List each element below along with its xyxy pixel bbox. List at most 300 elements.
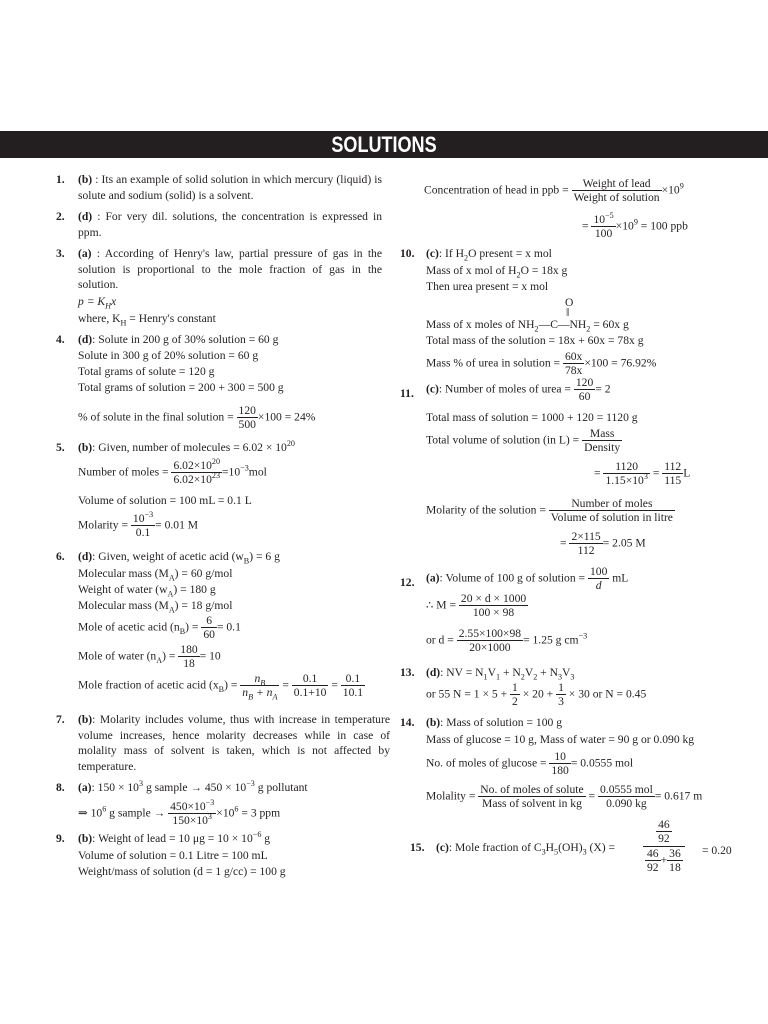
sub: B [179,626,186,636]
line-end: O present = x mol [468,247,552,260]
numerator: 10 [549,750,570,764]
line-text: V [562,666,571,679]
denominator [603,474,649,487]
ppb-line-1 [424,177,684,205]
line-text: Mole of acetic acid (n [78,620,180,634]
fraction [603,460,649,488]
numerator: 1 [512,681,518,694]
numerator [643,818,685,847]
answer-5-molarity [78,512,198,540]
line-text: Weight of water (w [78,583,168,596]
answer-13-line-1 [426,665,574,681]
line-text: ∴ M = [426,598,459,612]
question-number: 4. [56,333,65,346]
eq-end: x [111,295,117,308]
result: ×100 = 24% [257,410,316,424]
line-text: : Mass of solution = 100 g [440,716,563,729]
answer-text: : According of Henry's law, partial pressure of gas in the solution is proportional to the mole fraction of gas in the solution. [78,247,383,292]
line-text: Mass of x mol of H [426,264,517,277]
denominator: 3 [558,695,564,709]
answer-option: (d) [78,550,93,563]
result: =10 [222,465,241,479]
denominator: 18 [183,657,195,671]
answer-6-line-3 [78,582,216,598]
answer-7 [78,712,390,775]
question-number: 12. [400,576,415,589]
denominator: Density [584,441,621,455]
answer-1 [78,172,382,203]
fraction [572,177,662,205]
line-text: : NV = N [440,666,484,679]
fraction [178,643,199,671]
sub: 2 [534,324,539,334]
carbonyl-o: O [565,296,574,309]
fraction [237,404,258,432]
fraction [556,681,566,709]
where-end: = Henry's constant [126,312,216,325]
fraction [569,530,602,558]
answer-9-line-2: Volume of solution = 0.1 Litre = 100 mL [78,849,268,862]
denominator [168,814,216,827]
answer-9-line-1 [78,831,270,847]
result-end: = 3 ppm [238,806,281,820]
answer-5-volume: Volume of solution = 100 mL = 0.1 L [78,494,252,507]
answer-6-line-7: Mole fraction of acetic acid $(x_B)$ = $\frac{n_B}{n_B + n_A}$ = $\frac{0.1}{0.1+10}$ = $\frac{0.1}{10.1}$ [78,672,364,702]
numerator: 36 [669,846,681,860]
result: = 0.0555 mol [570,756,634,770]
line-end: ) = 6 g [249,550,280,563]
fraction [478,783,585,811]
denominator: 0.1+10 [293,686,327,700]
answer-10-line-1 [426,246,552,262]
line-end: ) = [185,620,202,634]
line-text: (X) = [586,841,616,854]
denominator: Weight of solution [573,191,660,205]
answer-10-line-6 [426,350,656,378]
question-number: 15. [410,841,425,854]
question-number: 7. [56,713,65,726]
den-text: 150×10 [172,814,208,828]
answer-12-line-3 [426,627,587,655]
denominator: 18 [669,860,681,874]
numerator: 2×115 [571,530,601,543]
numerator: 1120 [603,460,649,474]
denominator: 0.090 kg [606,797,647,811]
line-text: = [585,789,598,803]
line-text: H [545,841,555,854]
numerator: 120 [238,404,256,417]
question-number: 6. [56,550,65,563]
numerator: 46 [647,846,659,860]
line-text: : If H [438,247,464,260]
line-end: = 60x g [590,318,629,331]
fraction [171,459,222,487]
line-end: g pollutant [254,781,308,794]
fraction [131,512,155,540]
fraction [643,818,685,874]
sub: B [218,684,225,694]
line-text: Molarity = [78,518,131,532]
numerator: 20 × d × 1000 [460,592,527,605]
sub: 3 [570,672,575,682]
complex-fraction [643,818,685,874]
eq-sub: H [105,301,112,311]
result: = 0.617 m [654,789,703,803]
answer-11-line-2: Total mass of solution = 1000 + 120 = 1120 g [426,411,638,424]
result: = 2 [595,382,611,396]
line-text: + N [537,666,558,679]
answer-option: (b) [78,441,93,454]
question-number: 2. [56,210,65,223]
sub: 3 [557,672,563,682]
result: = 0.01 M [155,518,199,532]
sup: 23 [211,471,221,481]
sub: B [260,678,266,688]
answer-9-line-3: Weight/mass of solution (d = 1 g/cc) = 100 g [78,865,286,878]
result: ×10 [216,806,235,820]
line-text: : Number of moles of urea = [438,382,574,396]
sup: 3 [207,812,212,822]
result: = 10 [199,649,221,663]
denominator: 2 [512,695,518,709]
answer-6-line-6 [78,643,221,671]
unit: mol [248,465,267,479]
numerator: 100 [590,565,608,578]
line-text: or 55 N = 1 × 5 + [426,687,511,701]
denominator: 92 [647,860,659,874]
denominator: 60 [203,628,215,642]
answer-5-moles [78,459,267,487]
line-text: : Solute in 200 g of 30% solution = 60 g [92,333,279,346]
line-text: ⇒ 10 [78,806,103,820]
answer-10-line-2 [426,263,567,279]
question-number: 8. [56,781,65,794]
denominator: 115 [664,474,682,488]
sup: −6 [252,830,262,840]
fraction [588,565,609,593]
fraction [341,672,365,700]
line-end: ) = [224,678,241,692]
result: ×100 = 76.92% [584,356,657,370]
line-end: × 30 or N = 0.45 [565,687,647,701]
denominator [643,847,685,875]
question-number: 14. [400,716,415,729]
unit: L [683,466,691,480]
answer-4-line-2: Solute in 300 g of 20% solution = 60 g [78,349,259,362]
result: ×10 [615,219,634,233]
result: = 2.05 M [602,536,646,550]
num-text: 6.02×10 [173,459,212,472]
numerator: 120 [575,376,594,389]
carbonyl-bond: ‖ [566,306,570,319]
den-text: 1.15×10 [605,474,644,488]
sup: 6 [102,804,107,814]
answer-15-result: = 0.20 [702,844,732,857]
num-text: 10 [593,213,606,226]
answer-4-line-5 [78,404,315,432]
den-text: 6.02×10 [173,473,212,487]
denominator: 180 [551,764,569,778]
numerator [591,213,615,227]
answer-11-line-5 [426,497,675,525]
numerator: Weight of lead [572,177,662,191]
line-text: V [524,666,534,679]
fraction [591,213,615,241]
sub: A [272,692,278,702]
question-number: 5. [56,441,65,454]
henry-equation [78,294,116,310]
line-text: or d = [426,633,457,647]
line-text: Mass of x moles of NH [426,318,535,331]
answer-option: (a) [78,781,92,794]
ppb-line-2 [582,213,688,241]
where-sub: H [120,318,127,328]
sub: A [156,655,163,665]
fraction [292,672,329,700]
result-end: = 100 ppb [637,219,688,233]
line-text: + N [500,666,521,679]
answer-8-line-1 [78,780,308,796]
answer-11-line-1 [426,376,611,404]
fraction [168,800,216,828]
answer-12-line-1 [426,565,628,593]
answer-text: : Molarity includes volume, thus with increase in temperature volume increases, hence molarity decreases while in case of molality mass of solvent is taken, which is not affected by temperature. [78,713,390,773]
line-text: : Given, number of molecules = 6.02 × 10 [92,441,287,454]
sub: 2 [516,270,521,280]
denominator: d [595,579,602,593]
page-title: SOLUTIONS [331,132,437,157]
answer-14-line-2: Mass of glucose = 10 g, Mass of water = 90 g or 0.090 kg [426,733,695,746]
num-text: 10 [132,512,145,525]
where-text: where, K [78,312,121,325]
numerator: No. of moles of solute [480,783,584,796]
answer-13-line-2 [426,681,646,709]
answer-6-line-4 [78,598,232,614]
answer-option: (b) [426,716,441,729]
answer-6-line-5 [78,614,241,642]
line-text: Mole fraction of acetic acid (x [78,678,219,692]
answer-10-line-5: Total mass of the solution = 18x + 60x = 78x g [426,334,644,347]
question-number: 13. [400,666,415,679]
answer-10-line-4 [426,317,629,333]
line-text: Number of moles = [78,465,172,479]
line-text: Mole of water (n [78,649,157,663]
henry-where [78,311,216,327]
eq-text: p = K [78,295,106,308]
question-number: 3. [56,247,65,260]
numerator: 2.55×100×98 [458,627,522,640]
line-text: Molality = [426,789,479,803]
sup: 6 [234,804,239,814]
line-text: g sample → [106,806,169,820]
denominator: 100 × 98 [472,606,515,620]
answer-11-line-6 [560,530,646,558]
denominator: 20×1000 [469,641,511,655]
sub: B [243,556,250,566]
numerator: 112 [664,460,682,473]
denominator: Mass of solvent in kg [482,797,582,811]
sup: −3 [246,779,255,789]
numerator [240,672,279,686]
sub: 2 [520,672,525,682]
sup: −3 [578,631,588,641]
answer-option: (b) [78,173,93,186]
line-text: No. of moles of glucose = [426,756,550,770]
num-text: n [254,672,261,685]
answer-option: (c) [426,382,439,396]
sub: 2 [533,672,538,682]
answer-option: (d) [426,666,441,679]
title-banner [0,131,768,158]
fraction [240,672,279,700]
line-text: Total volume of solution (in L) = [426,433,583,447]
sup: 3 [138,779,144,789]
answer-8-line-2 [78,800,280,828]
line-text: Molecular mass (M [78,599,169,612]
line-text: = [594,466,604,480]
line-text: : Weight of lead = 10 μg = 10 × 10 [92,832,253,845]
denominator: 92 [658,832,670,846]
numerator: 1 [558,681,564,694]
numerator: Mass [582,427,622,441]
fraction [201,614,217,642]
answer-text: : For very dil. solutions, the concentration is expressed in ppm. [78,210,382,239]
numerator [131,512,155,526]
num-text: 450×10 [170,800,206,813]
answer-text: : Its an example of solid solution in which mercury (liquid) is solute and sodium (solid) is a solvent. [78,173,382,202]
fraction [459,592,528,620]
denominator [240,686,279,702]
numerator: 0.1 [292,672,329,686]
sub: A [167,589,174,599]
question-number: 9. [56,832,65,845]
answer-option: (a) [426,571,440,585]
den-mid: + n [253,686,273,700]
line-text: Molecular mass (M [78,567,169,580]
answer-11-line-3 [426,427,622,455]
numerator: 60x [564,350,583,363]
line-end: ) = 180 g [173,583,216,596]
denominator: 100 [594,227,613,241]
numerator: 0.1 [341,672,365,686]
inner-fraction [656,818,672,846]
sup: 3 [643,472,648,482]
line-text: Molarity of the solution = [426,503,549,517]
sup: 9 [679,181,684,191]
fraction [598,783,655,811]
line-text: Mass % of urea in solution = [426,356,563,370]
den-text: n [242,686,249,700]
sub: 3 [582,847,587,857]
denominator [171,473,222,486]
answer-14-line-3 [426,750,633,778]
fraction [510,681,520,709]
answer-option: (b) [78,713,93,726]
sup: −3 [205,798,215,808]
line-text: × 20 + [519,687,557,701]
denominator: 500 [238,418,256,432]
numerator: 6 [201,614,217,628]
fraction [574,376,595,404]
sup: −3 [240,463,249,473]
inner-fraction [645,847,661,875]
line-text: : Mole fraction of C [448,841,542,854]
line-mid: —C—NH [538,318,587,331]
answer-option: (b) [78,832,93,845]
fraction [549,750,570,778]
sub: B [248,692,254,702]
sub: 3 [541,847,546,857]
plus-sign: + [660,853,668,867]
sup: 9 [633,217,638,227]
numerator: 46 [658,818,670,831]
numerator: 0.0555 mol [600,783,653,796]
unit: mL [609,571,629,585]
fraction [582,427,622,455]
line-text: g sample → 450 × 10 [143,781,247,794]
result: = 0.1 [216,620,241,634]
sub: 1 [495,672,501,682]
fraction [563,350,584,378]
sub: 2 [464,253,469,263]
answer-option: (c) [426,247,439,260]
denominator: 10.1 [342,686,364,700]
denominator: 0.1 [135,526,151,540]
line-text: : Volume of 100 g of solution = [439,571,588,585]
answer-4-line-4: Total grams of solution = 200 + 300 = 500 g [78,381,284,394]
result: ×10 [661,183,680,197]
numerator: Number of moles [549,497,675,511]
line-end: O = 18x g [520,264,568,277]
line-end: ) = 18 g/mol [174,599,233,612]
sup: −5 [605,211,614,221]
answer-4-line-3: Total grams of solute = 120 g [78,365,215,378]
answer-2 [78,209,382,240]
line-end: g [261,832,271,845]
line-text: = [582,219,592,233]
line-text: (OH) [558,841,583,854]
sub: 5 [554,847,559,857]
question-number: 1. [56,173,65,186]
line-text: % of solute in the final solution = [78,410,237,424]
answer-option: (a) [78,247,92,260]
inner-fraction [667,847,683,875]
answer-12-line-2 [426,592,528,620]
fraction [457,627,523,655]
answer-15-line-1 [436,840,615,856]
answer-option: (c) [436,841,449,854]
answer-11-line-4: = $\frac{1120}{1.15\times 10^3}$ = $\frac{112}{115}$ L [594,460,691,488]
answer-6-line-2 [78,566,232,582]
sub: A [168,605,175,615]
question-number: 11. [400,387,414,400]
question-number: 10. [400,247,415,260]
line-end: ) = 60 g/mol [174,567,233,580]
line-text: Concentration of head in ppb = [424,183,572,197]
answer-option: (d) [78,333,93,346]
line-text: : Given, weight of acetic acid (w [92,550,244,563]
line-end: ) = [162,649,179,663]
denominator: 60 [578,390,591,404]
sub: 1 [483,672,488,682]
sub: A [168,573,175,583]
denominator: Volume of solution in litre [550,511,673,525]
result: = 1.25 g cm [523,633,579,647]
line-text: V [487,666,496,679]
answer-4-line-1 [78,332,278,348]
denominator: 112 [577,544,595,558]
answer-14-line-4 [426,783,702,811]
